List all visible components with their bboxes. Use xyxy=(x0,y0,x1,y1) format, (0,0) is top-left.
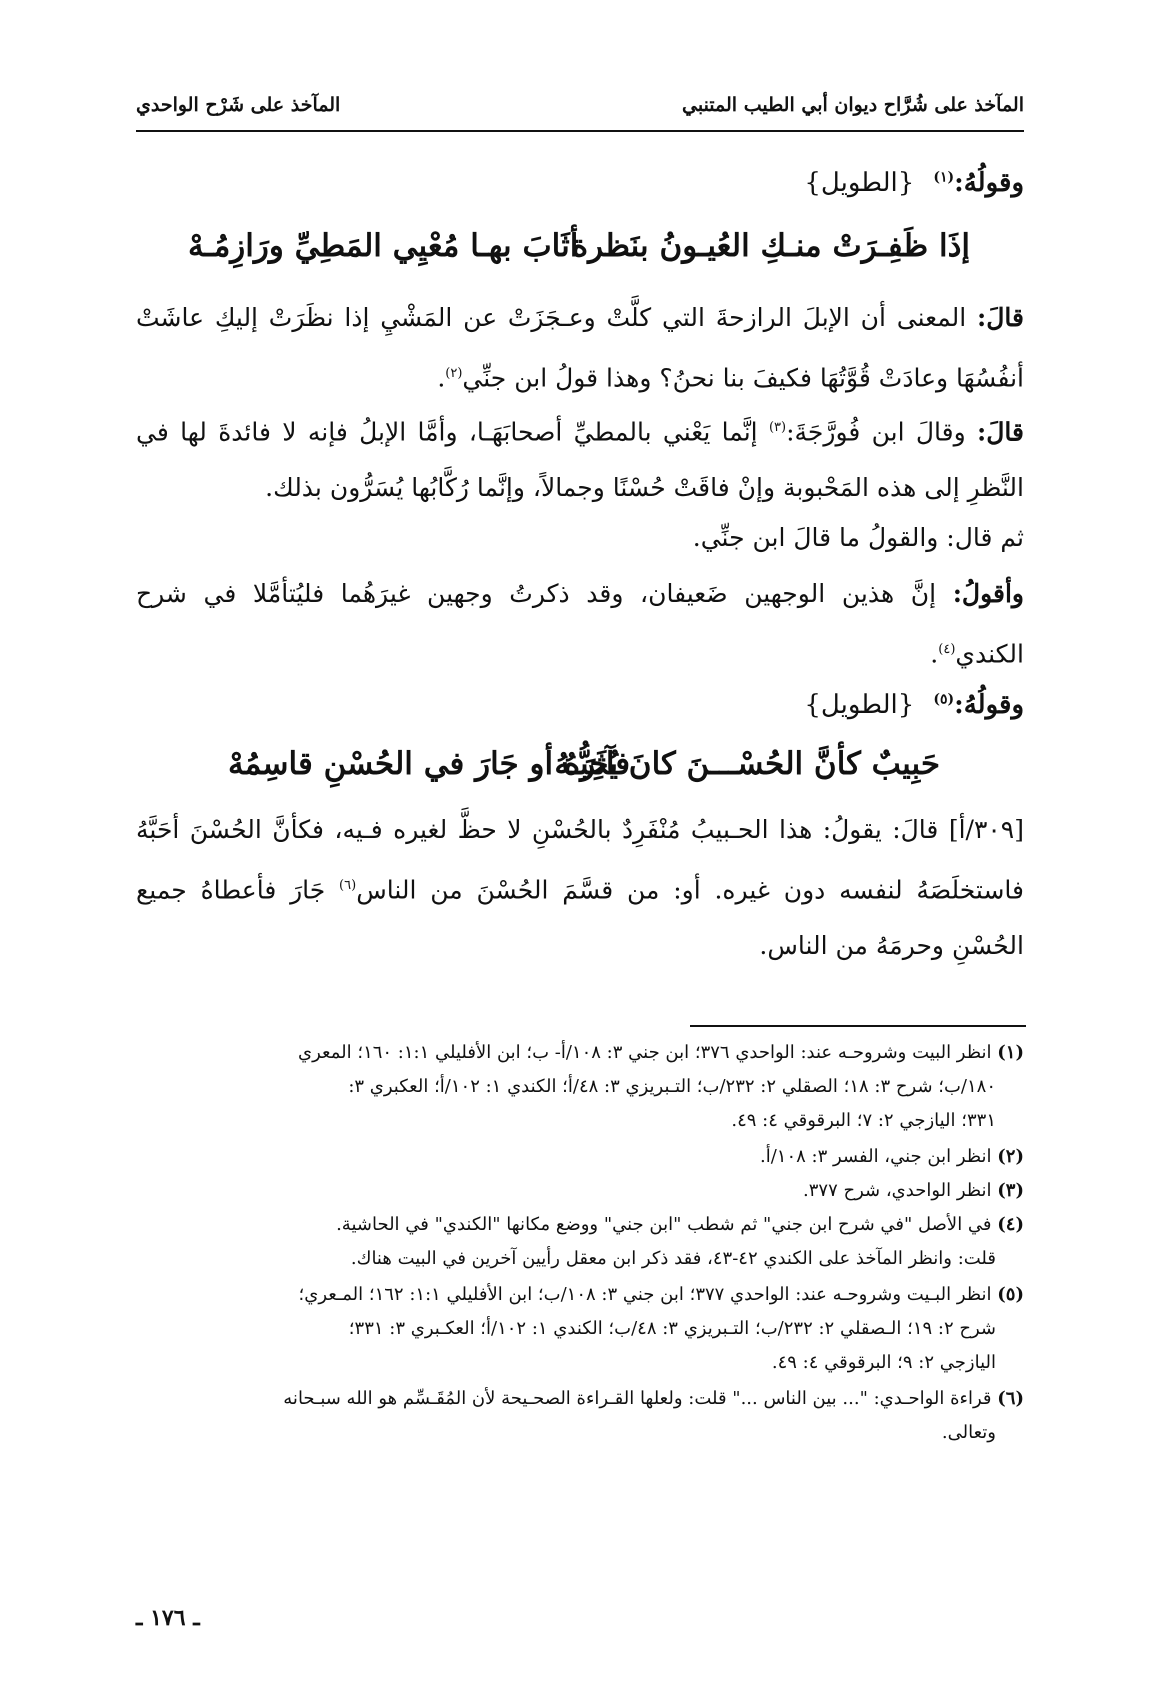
footnote-number: (٢) xyxy=(997,1146,1024,1167)
paragraph-2 xyxy=(136,400,1024,516)
verse-intro-label: وقولُهُ: xyxy=(954,168,1024,198)
running-header xyxy=(136,88,1024,132)
footnote-4-line-2: قلت: وانظر المآخذ على الكندي ٤٢-٤٣، فقد ذكر ابن معقل رأيين آخرين في البيت هناك. xyxy=(350,1248,996,1269)
hemistich-right-2: حَبِيبٌ كأنَّ الحُسْـــنَ كانَ يُحِبُّـهُ xyxy=(554,746,940,782)
footnote-4 xyxy=(134,1208,1024,1242)
footnote-5-line-3: اليازجي ٢: ٩؛ البرقوقي ٤: ٤٩. xyxy=(771,1352,996,1373)
footnote-1-line-3: ٣٣١؛ اليازجي ٢: ٧؛ البرقوقي ٤: ٤٩. xyxy=(731,1110,996,1131)
footnote-ref: (٥) xyxy=(933,691,955,708)
footnote-5-line-2: شرح ٢: ١٩؛ الـصقلي ٢: ٢٣٢/ب؛ التـبريزي ٣: ٤٨/ب؛ الكندي ١: ١٠٢/أ؛ العكـبري ٣: ٣٣١؛ xyxy=(348,1318,996,1339)
footnote-ref: (٤) xyxy=(938,642,956,657)
footnote-ref: (٦) xyxy=(339,878,357,893)
footnote-text: انظر البيت وشروحـه عند: الواحدي ٣٧٦؛ ابن جني ٣: ١٠٨/أ- ب؛ ابن الأفليلي ١:١: ١٦٠؛ المعري xyxy=(298,1042,992,1063)
footnote-ref: (١) xyxy=(933,169,955,186)
footnote-3 xyxy=(134,1174,1024,1208)
footnote-text: انظر البـيت وشروحـه عند: الواحدي ٣٧٧؛ ابن جني ٣: ١٠٨/ب؛ ابن الأفليلي ١:١: ١٦٢؛ المـعري؛ xyxy=(298,1284,992,1305)
header-book-title: المآخذ على شُرَّاح ديوان أبي الطيب المتنبي xyxy=(682,94,1024,116)
paragraph-4 xyxy=(136,566,1024,682)
paragraph-text: إنَّما يَعْني بالمطيِّ أصحابَهَـا، وأمَّا الإبلُ فإنه لا فائدةَ لها في النَّظرِ إلى هذه المَحْبوبة وإنْ فاقَتْ حُسْنًا وجمالاً، وإنَّما رُكَّابُها يُسَرُّون بذلك. xyxy=(136,417,1024,503)
footnote-number: (٥) xyxy=(997,1284,1024,1305)
footnote-text: قراءة الواحـدي: "... بين الناس ..." قلت: ولعلها القـراءة الصحـيحة لأن المُقَـسِّم هو الله سبـحانه xyxy=(283,1388,992,1409)
verse-intro-2 xyxy=(804,690,1024,720)
footnote-6-line-2: وتعالى. xyxy=(941,1422,996,1443)
header-section-title: المآخذ على شَرْح الواحدي xyxy=(136,94,341,116)
paragraph-3: ثم قال: والقولُ ما قالَ ابن جنِّي. xyxy=(692,523,1024,552)
paragraph-text: المعنى أن الإبلَ الرازحةَ التي كلَّتْ وعـجَزَتْ عن المَشْيِ إذا نظَرَتْ إليكِ عاشَتْ أنفُسُهَا وعادَتْ قُوَّتُهَا فكيفَ بنا نحنُ؟ وهذا قولُ ابن جنِّي xyxy=(136,303,1024,393)
footnote-ref: (٢) xyxy=(445,366,463,381)
page-number: ـ ١٧٦ ـ xyxy=(136,1605,200,1631)
footnote-divider xyxy=(690,1025,1026,1027)
hemistich-right-1: إذَا ظَفِـرَتْ منـكِ العُيـونُ بنَظرة xyxy=(571,228,970,264)
paragraph-text: إنَّ هذين الوجهين ضَعيفان، وقد ذكرتُ وجهين غيرَهُما فليُتأمَّلا في شرح الكندي xyxy=(136,579,1024,669)
verse-intro-label: وقولُهُ: xyxy=(954,690,1024,720)
footnote-6 xyxy=(134,1382,1024,1416)
footnote-number: (٦) xyxy=(997,1388,1024,1409)
paragraph-text: . xyxy=(930,639,939,669)
paragraph-lead: قالَ: xyxy=(977,417,1024,447)
footnote-1-line-2: ١٨٠/ب؛ شرح ٣: ١٨؛ الصقلي ٢: ٢٣٢/ب؛ التـبريزي ٣: ٤٨/أ؛ الكندي ١: ١٠٢/أ؛ العكبري ٣: xyxy=(348,1076,996,1097)
footnote-2 xyxy=(134,1140,1024,1174)
footnote-1 xyxy=(134,1036,1024,1070)
footnote-text: انظر الواحدي، شرح ٣٧٧. xyxy=(803,1180,992,1201)
footnote-5 xyxy=(134,1278,1024,1312)
paragraph-1: قالَ: المعنى أن الإبلَ الرازحةَ التي كلَّتْ وعـجَزَتْ عن المَشْيِ إذا نظَرَتْ إليكِ عاشَتْ أنفُسُهَا وعادَتْ قُوَّتُهَا فكيفَ بنا نحنُ؟ وهذا قولُ ابن جنِّي$^{(٢)}$. xyxy=(136,303,1024,393)
paragraph-lead: وأقولُ: xyxy=(952,579,1024,608)
footnote-text: في الأصل "في شرح ابن جني" ثم شطب "ابن جني" ووضع مكانها "الكندي" في الحاشية. xyxy=(336,1214,992,1235)
meter-name: {الطويل} xyxy=(804,168,915,198)
paragraph-text: جَارَ فأعطاهُ جميع الحُسْنِ وحرمَهُ من الناس. xyxy=(136,875,1024,961)
footnote-ref: (٣) xyxy=(768,420,787,435)
meter-name: {الطويل} xyxy=(804,690,915,720)
footnote-number: (١) xyxy=(997,1042,1024,1063)
paragraph-lead: قالَ: xyxy=(977,303,1024,332)
manuscript-folio-ref: [٣٠٩/أ] xyxy=(948,815,1025,844)
footnote-text: انظر ابن جني، الفسر ٣: ١٠٨/أ. xyxy=(759,1146,992,1167)
paragraph-text: وقالَ ابن فُورَّجَةَ: xyxy=(786,417,966,447)
footnote-number: (٤) xyxy=(997,1214,1024,1235)
footnote-number: (٣) xyxy=(997,1180,1024,1201)
hemistich-left-1: أثَابَ بهـا مُعْيِي المَطِيِّ ورَازِمُـهْ xyxy=(188,228,579,264)
verse-intro-1 xyxy=(804,168,1024,198)
paragraph-text: قالَ: يقولُ: هذا الحـبيبُ مُنْفَرِدٌ بالحُسْنِ لا حظَّ لغيره فـيه، فكأنَّ الحُسْنَ أحَبَّهُ فاستخلَصَهُ لنفسه دون غيره. أو: من قسَّمَ الحُسْنَ من الناس xyxy=(136,815,1024,905)
hemistich-left-2: فآثَرَهُ أو جَارَ في الحُسْنِ قاسِمُهْ xyxy=(228,746,631,782)
paragraph-5 xyxy=(136,802,1024,974)
